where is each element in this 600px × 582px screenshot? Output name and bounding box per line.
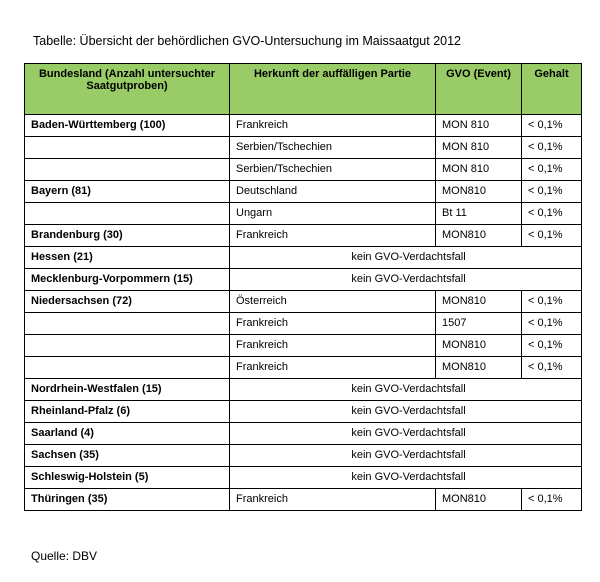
cell-gehalt: < 0,1% [522,291,582,313]
cell-bundesland: Saarland (4) [25,423,230,445]
cell-herkunft: Österreich [230,291,436,313]
table-row [25,489,582,511]
header-herkunft: Herkunft der auffälligen Partie [230,64,436,115]
table-row [25,335,582,357]
cell-herkunft: Serbien/Tschechien [230,159,436,181]
cell-gehalt: < 0,1% [522,357,582,379]
cell-gehalt: < 0,1% [522,225,582,247]
cell-bundesland: Niedersachsen (72) [25,291,230,313]
table-row [25,137,582,159]
table-row [25,445,582,467]
cell-bundesland: Bayern (81) [25,181,230,203]
cell-bundesland: Baden-Württemberg (100) [25,115,230,137]
cell-kein-verdachtsfall: kein GVO-Verdachtsfall [230,269,582,291]
cell-gehalt: < 0,1% [522,115,582,137]
table-row [25,467,582,489]
table-row [25,181,582,203]
cell-bundesland: Thüringen (35) [25,489,230,511]
header-gehalt: Gehalt [522,64,582,115]
cell-gvo-event: MON810 [436,357,522,379]
table-row [25,225,582,247]
cell-kein-verdachtsfall: kein GVO-Verdachtsfall [230,445,582,467]
cell-gehalt: < 0,1% [522,313,582,335]
table-row [25,159,582,181]
cell-bundesland: Rheinland-Pfalz (6) [25,401,230,423]
cell-gvo-event: 1507 [436,313,522,335]
table-caption: Tabelle: Übersicht der behördlichen GVO-Untersuchung im Maissaatgut 2012 [33,34,462,48]
cell-gvo-event: MON 810 [436,115,522,137]
cell-gvo-event: Bt 11 [436,203,522,225]
cell-kein-verdachtsfall: kein GVO-Verdachtsfall [230,423,582,445]
cell-gvo-event: MON810 [436,225,522,247]
table-header-row [25,64,582,115]
cell-kein-verdachtsfall: kein GVO-Verdachtsfall [230,379,582,401]
table-row [25,357,582,379]
cell-herkunft: Frankreich [230,115,436,137]
cell-bundesland: Sachsen (35) [25,445,230,467]
header-gvo-event: GVO (Event) [436,64,522,115]
cell-gvo-event: MON810 [436,181,522,203]
header-bundesland: Bundesland (Anzahl untersuchter Saatgutproben) [25,64,230,115]
cell-bundesland [25,357,230,379]
cell-herkunft: Deutschland [230,181,436,203]
table-row [25,269,582,291]
cell-gehalt: < 0,1% [522,181,582,203]
cell-herkunft: Frankreich [230,489,436,511]
cell-gehalt: < 0,1% [522,203,582,225]
table-row [25,379,582,401]
cell-kein-verdachtsfall: kein GVO-Verdachtsfall [230,467,582,489]
cell-bundesland: Brandenburg (30) [25,225,230,247]
cell-herkunft: Serbien/Tschechien [230,137,436,159]
cell-herkunft: Ungarn [230,203,436,225]
table-row [25,203,582,225]
cell-bundesland: Schleswig-Holstein (5) [25,467,230,489]
source-note: Quelle: DBV [31,549,98,563]
table-row [25,313,582,335]
cell-gehalt: < 0,1% [522,489,582,511]
table-row [25,247,582,269]
cell-bundesland: Nordrhein-Westfalen (15) [25,379,230,401]
cell-herkunft: Frankreich [230,225,436,247]
cell-bundesland: Hessen (21) [25,247,230,269]
table-row [25,401,582,423]
table-row [25,291,582,313]
cell-herkunft: Frankreich [230,313,436,335]
cell-bundesland [25,137,230,159]
cell-gehalt: < 0,1% [522,159,582,181]
gvo-table [24,63,582,511]
cell-gvo-event: MON 810 [436,137,522,159]
cell-herkunft: Frankreich [230,335,436,357]
cell-kein-verdachtsfall: kein GVO-Verdachtsfall [230,247,582,269]
cell-herkunft: Frankreich [230,357,436,379]
cell-gvo-event: MON810 [436,291,522,313]
cell-bundesland [25,203,230,225]
table-row [25,423,582,445]
table-body [25,115,582,511]
cell-gehalt: < 0,1% [522,137,582,159]
cell-gvo-event: MON810 [436,335,522,357]
cell-kein-verdachtsfall: kein GVO-Verdachtsfall [230,401,582,423]
cell-gvo-event: MON 810 [436,159,522,181]
cell-gehalt: < 0,1% [522,335,582,357]
cell-bundesland [25,159,230,181]
cell-gvo-event: MON810 [436,489,522,511]
cell-bundesland [25,313,230,335]
cell-bundesland: Mecklenburg-Vorpommern (15) [25,269,230,291]
cell-bundesland [25,335,230,357]
table-row [25,115,582,137]
